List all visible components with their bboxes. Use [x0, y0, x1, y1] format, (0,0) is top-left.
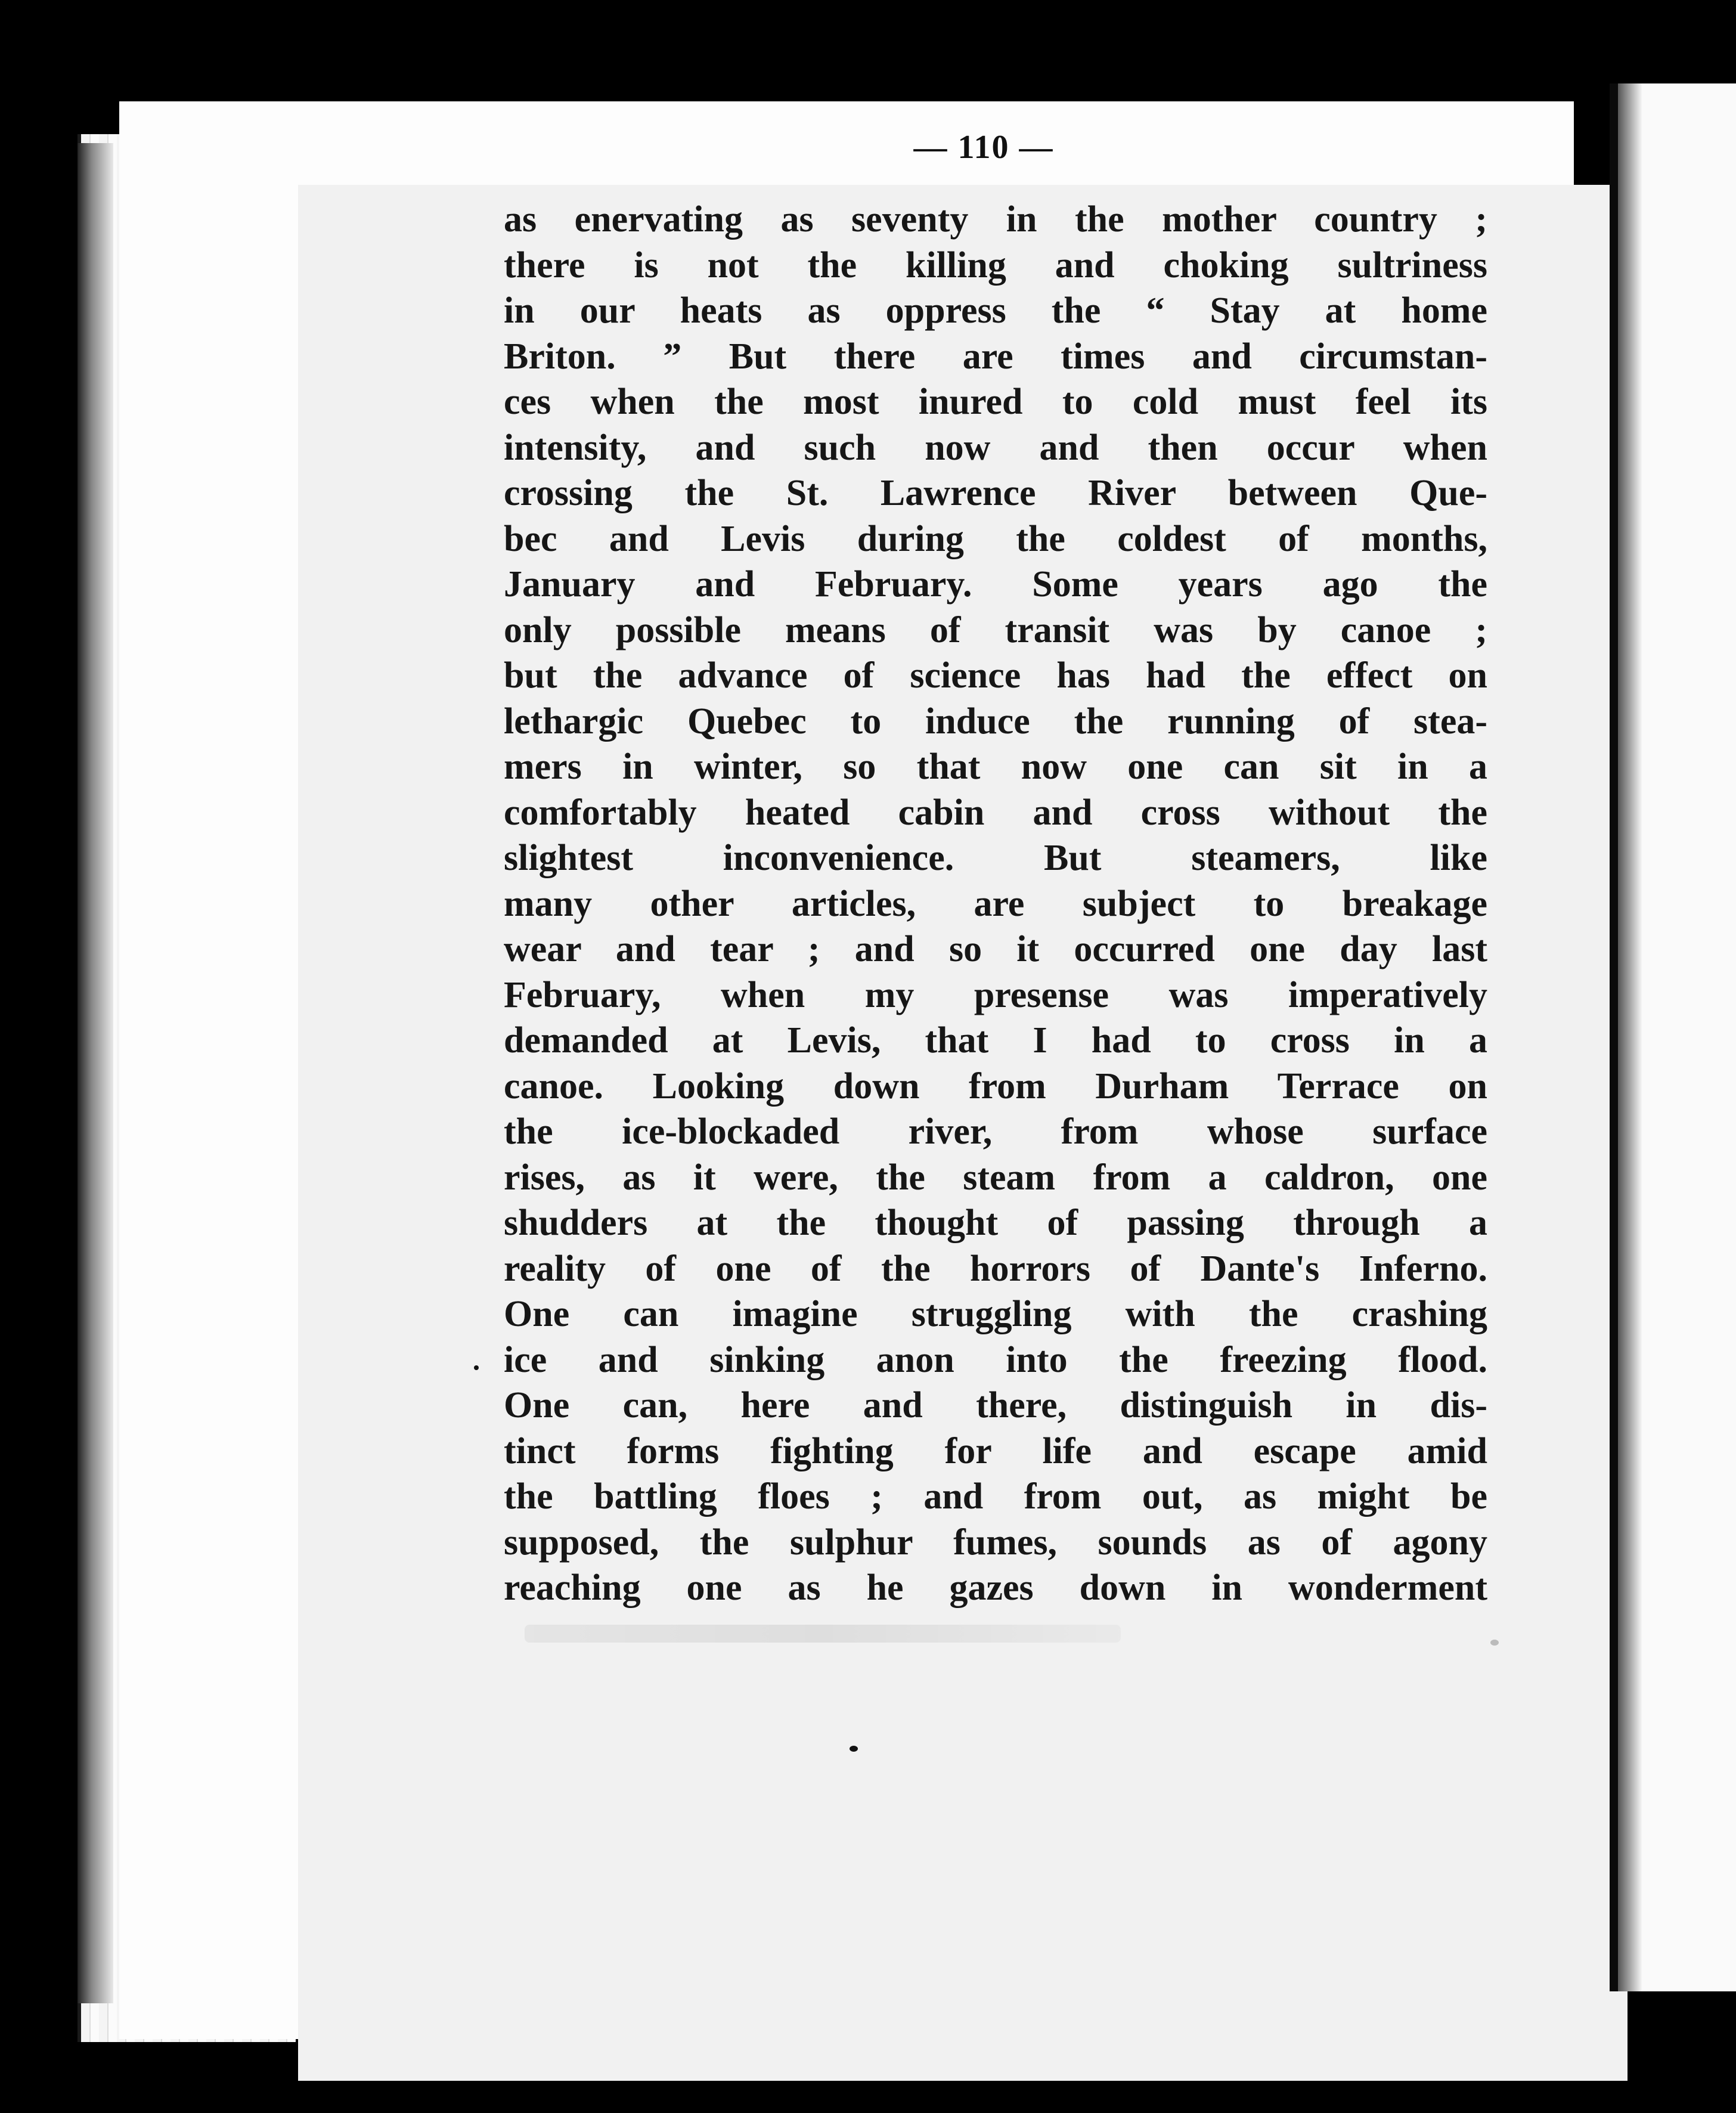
text-line: ces when the most inured to cold must feel its	[504, 382, 1487, 422]
text-line: many other articles, are subject to breakage	[504, 883, 1487, 924]
ink-spot	[850, 1746, 858, 1752]
text-line: as enervating as seventy in the mother country ;	[504, 199, 1487, 240]
text-line: the ice-blockaded river, from whose surface	[504, 1111, 1487, 1152]
ink-spot	[474, 1365, 479, 1370]
text-line: in our heats as oppress the “ Stay at home	[504, 290, 1487, 331]
text-line: shudders at the thought of passing through a	[504, 1203, 1487, 1243]
text-line: rises, as it were, the steam from a caldron, one	[504, 1157, 1487, 1198]
text-line: reaching one as he gazes down in wonderment	[504, 1567, 1487, 1608]
text-line: canoe. Looking down from Durham Terrace on	[504, 1065, 1487, 1107]
bleed-through-text	[525, 1625, 1121, 1643]
text-line: bec and Levis during the coldest of months,	[504, 518, 1487, 559]
ink-spot	[1490, 1640, 1499, 1646]
body-text	[504, 197, 1487, 1611]
text-line: mers in winter, so that now one can sit in a	[504, 746, 1487, 787]
text-line: January and February. Some years ago the	[504, 564, 1487, 605]
text-line: tinct forms fighting for life and escape amid	[504, 1430, 1487, 1471]
text-line: there is not the killing and choking sultriness	[504, 244, 1487, 286]
text-line: intensity, and such now and then occur when	[504, 427, 1487, 468]
facing-page-shadow	[1618, 83, 1642, 1991]
text-line: lethargic Quebec to induce the running of stea-	[504, 701, 1487, 742]
text-line: only possible means of transit was by canoe ;	[504, 609, 1487, 650]
text-line: One can imagine struggling with the crashing	[504, 1294, 1487, 1334]
text-line: Briton. ” But there are times and circumstan-	[504, 336, 1487, 377]
text-line: February, when my presense was imperatively	[504, 974, 1487, 1015]
text-line: One can, here and there, distinguish in dis-	[504, 1385, 1487, 1426]
page-number: — 110 —	[913, 129, 1054, 166]
text-line: wear and tear ; and so it occurred one day last	[504, 929, 1487, 969]
text-line: reality of one of the horrors of Dante's Inferno.	[504, 1248, 1487, 1289]
text-line: crossing the St. Lawrence River between Que-	[504, 473, 1487, 513]
text-line: slightest inconvenience. But steamers, like	[504, 838, 1487, 878]
text-line: but the advance of science has had the effect on	[504, 655, 1487, 696]
spine-shadow	[78, 143, 113, 2003]
text-line: comfortably heated cabin and cross without the	[504, 792, 1487, 833]
text-line: the battling floes ; and from out, as might be	[504, 1476, 1487, 1517]
text-line: ice and sinking anon into the freezing flood.	[504, 1339, 1487, 1380]
text-line: supposed, the sulphur fumes, sounds as of agony	[504, 1522, 1487, 1563]
text-line: demanded at Levis, that I had to cross in a	[504, 1020, 1487, 1061]
